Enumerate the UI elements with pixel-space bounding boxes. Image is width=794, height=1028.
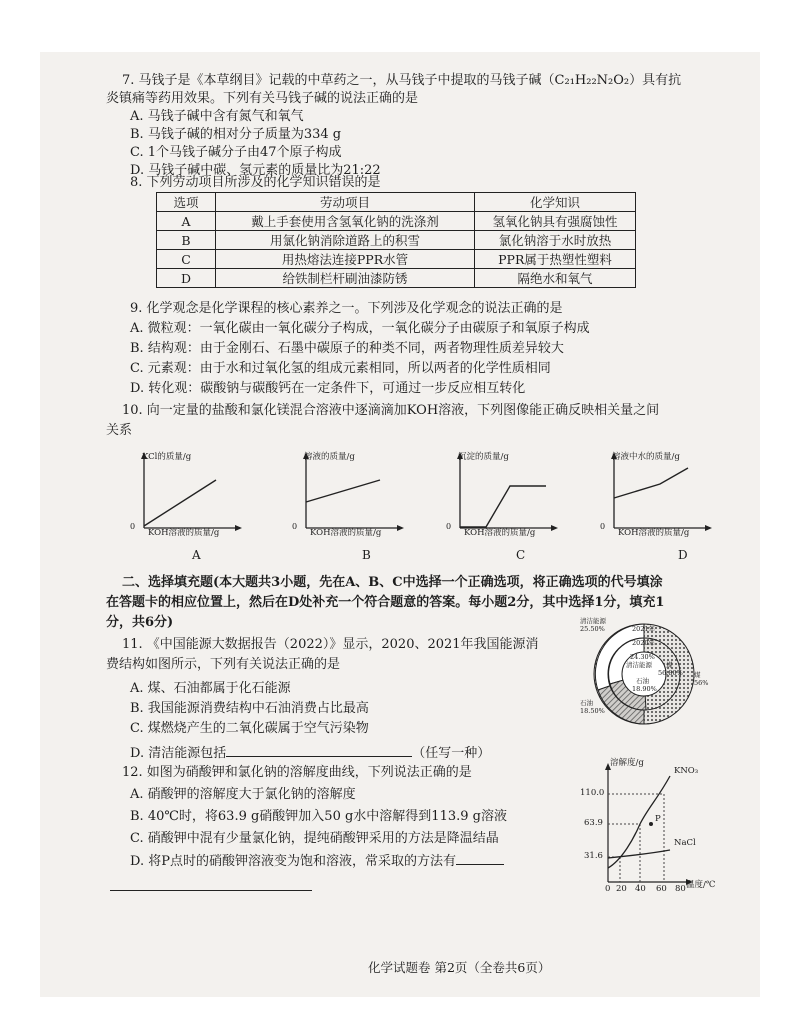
- q10-graph-a-origin: 0: [130, 522, 136, 531]
- q9-option-b: B. 结构观：由于金刚石、石墨中碳原子的种类不同，两者物理性质差异较大: [130, 341, 564, 356]
- q8-header-labor: 劳动项目: [216, 193, 475, 212]
- q8-table-header: [157, 193, 636, 212]
- q8-row-b-labor: 用氯化钠消除道路上的积雪: [216, 231, 475, 250]
- q8-row-d-labor: 给铁制栏杆刷油漆防锈: [216, 269, 475, 288]
- q12-option-c: C. 硝酸钾中混有少量氯化钠，提纯硝酸钾采用的方法是降温结晶: [130, 831, 499, 846]
- q11-stem-line2: 费结构如图所示，下列有关说法正确的是: [106, 657, 341, 672]
- ring-label-coal-outer-pct: 56%: [694, 679, 709, 687]
- q8-row-c-option: C: [157, 250, 216, 269]
- q8-row-a-knowledge: 氢氧化钠具有强腐蚀性: [475, 212, 636, 231]
- q12-answer-blank-line2: [110, 890, 312, 891]
- q9-option-c: C. 元素观：由于水和过氧化氢的组成元素相同，所以两者的化学性质相同: [130, 361, 551, 376]
- q10-graph-c-origin: 0: [446, 522, 452, 531]
- q7-option-c: C. 1个马钱子碱分子由47个原子构成: [130, 145, 342, 160]
- ring-label-coal-inner: 煤: [666, 661, 673, 669]
- q8-row-d-knowledge: 隔绝水和氧气: [475, 269, 636, 288]
- q10-graph-c-xlabel: KOH溶液的质量/g: [464, 528, 536, 538]
- q11-option-d: [130, 744, 490, 763]
- page-footer: 化学试题卷 第2页（全卷共6页）: [368, 960, 551, 975]
- q8-row-b-option: B: [157, 231, 216, 250]
- q7-stem-line1: 7. 马钱子是《本草纲目》记载的中草药之一，从马钱子中提取的马钱子碱（C₂₁H₂₂N₂O₂）具有抗: [122, 73, 682, 88]
- q12-option-a: A. 硝酸钾的溶解度大于氯化钠的溶解度: [130, 787, 356, 802]
- ring-label-2021: 2021年: [632, 625, 656, 633]
- q8-row-a-labor: 戴上手套使用含氢氧化钠的洗涤剂: [216, 212, 475, 231]
- q10-graph-b-letter: B: [362, 548, 371, 562]
- q11-option-d-prefix: D. 清洁能源包括: [130, 746, 227, 761]
- q10-graph-a-line: [144, 480, 216, 526]
- q11-answer-blank: [226, 744, 412, 757]
- q8-row-a-option: A: [157, 212, 216, 231]
- q11-option-b: B. 我国能源消费结构中石油消费占比最高: [130, 701, 369, 716]
- sol-xtick-80: 80: [675, 884, 686, 894]
- q10-graph-d-letter: D: [678, 548, 688, 562]
- ring-label-oil-outer: 石油: [580, 699, 593, 707]
- sol-ylabel: 溶解度/g: [610, 758, 644, 768]
- ring-label-2020: 2020年: [632, 639, 656, 647]
- q8-row-d-option: D: [157, 269, 216, 288]
- ring-label-coal-inner-pct: 56.80%: [658, 669, 683, 677]
- q10-graph-c-letter: C: [516, 548, 526, 562]
- q10-graph-d-origin: 0: [600, 522, 606, 531]
- ring-label-oil-outer-pct: 18.50%: [580, 707, 605, 715]
- q8-row-b-knowledge: 氯化钠溶于水时放热: [475, 231, 636, 250]
- solubility-chart: [578, 758, 716, 898]
- point-p-marker: [649, 822, 653, 826]
- q10-graph-b-origin: 0: [292, 522, 298, 531]
- q10-graph-c: [444, 450, 594, 572]
- q8-header-option: 选项: [157, 193, 216, 212]
- q11-stem-line1: 11. 《中国能源大数据报告（2022）》显示，2020、2021年我国能源消: [122, 637, 539, 652]
- q10-graph-a: [128, 450, 278, 572]
- q10-graph-b-ylabel: 溶液的质量/g: [304, 452, 355, 462]
- q11-option-a: A. 煤、石油都属于化石能源: [130, 681, 291, 696]
- sol-xlabel: 温度/℃: [686, 880, 716, 890]
- table-row: [157, 250, 636, 269]
- sol-nacl-label: NaCl: [674, 838, 696, 848]
- ring-label-clean-outer-pct: 25.50%: [580, 625, 605, 633]
- energy-ring-chart: [580, 617, 709, 728]
- q9-option-d: D. 转化观：碳酸钠与碳酸钙在一定条件下，可通过一步反应相互转化: [130, 381, 526, 396]
- q8-row-c-labor: 用热熔法连接PPR水管: [216, 250, 475, 269]
- table-row: [157, 231, 636, 250]
- ring-label-inner-top-pct: 24.30%: [630, 653, 655, 661]
- solubility-plot: [578, 758, 708, 898]
- sol-ytick-63-9: 63.9: [584, 818, 603, 828]
- q11-option-c: C. 煤燃烧产生的二氧化碳属于空气污染物: [130, 721, 369, 736]
- ring-label-clean-outer: 清洁能源: [580, 617, 606, 625]
- q7-option-b: B. 马钱子碱的相对分子质量为334 g: [130, 127, 342, 142]
- q10-graph-d-ylabel: 溶液中水的质量/g: [612, 452, 680, 462]
- q10-stem-line1: 10. 向一定量的盐酸和氯化镁混合溶液中逐滴滴加KOH溶液，下列图像能正确反映相关量之间: [122, 403, 660, 418]
- q10-graph-b: [290, 450, 440, 572]
- sol-ytick-110: 110.0: [580, 788, 605, 798]
- q12-option-d: [130, 852, 504, 871]
- q7-stem-line2: 炎镇痛等药用效果。下列有关马钱子碱的说法正确的是: [106, 91, 419, 106]
- table-row: [157, 212, 636, 231]
- q10-graph-b-line: [306, 480, 380, 502]
- ring-label-oil-inner-pct: 18.90%: [632, 685, 657, 693]
- q12-stem: 12. 如图为硝酸钾和氯化钠的溶解度曲线，下列说法正确的是: [122, 765, 472, 780]
- sol-xtick-0: 0: [605, 884, 611, 894]
- q10-graph-c-ylabel: 沉淀的质量/g: [458, 452, 509, 462]
- q10-graph-d-line: [614, 468, 688, 498]
- q12-option-b: B. 40℃时，将63.9 g硝酸钾加入50 g水中溶解得到113.9 g溶液: [130, 809, 507, 824]
- sol-xtick-40: 40: [635, 884, 646, 894]
- sol-ytick-31-6: 31.6: [584, 851, 603, 861]
- q10-graph-d-xlabel: KOH溶液的质量/g: [618, 528, 690, 538]
- q7-option-a: A. 马钱子碱中含有氮气和氧气: [130, 109, 304, 124]
- q10-stem-line2: 关系: [106, 423, 133, 438]
- q8-stem: 8. 下列劳动项目所涉及的化学知识错误的是: [130, 175, 381, 190]
- q11-option-d-suffix: （任写一种）: [412, 746, 491, 761]
- q7-option-d: D. 马钱子碱中碳、氢元素的质量比为21:22: [130, 163, 381, 178]
- q10-graph-d: [598, 450, 748, 572]
- q10-graph-a-letter: A: [192, 548, 201, 562]
- ring-label-oil-inner: 石油: [636, 677, 649, 685]
- section2-line1: 二、选择填充题(本大题共3小题，先在A、B、C中选择一个正确选项，将正确选项的代号填涂: [122, 575, 663, 590]
- q12-answer-blank: [456, 852, 504, 865]
- q10-graph-d-plot: [598, 450, 748, 572]
- q8-header-knowledge: 化学知识: [475, 193, 636, 212]
- q8-table: [156, 192, 636, 288]
- ring-label-clean-inner: 清洁能源: [626, 661, 652, 669]
- ring-label-coal-outer: 煤: [694, 671, 701, 679]
- q10-graph-b-xlabel: KOH溶液的质量/g: [310, 528, 382, 538]
- table-row: [157, 269, 636, 288]
- q8-row-c-knowledge: PPR属于热塑性塑料: [475, 250, 636, 269]
- q10-graph-a-plot: [128, 450, 278, 572]
- section2-line3: 分，共6分): [106, 615, 174, 630]
- nacl-curve: [608, 850, 670, 858]
- q10-graph-a-xlabel: KOH溶液的质量/g: [148, 528, 220, 538]
- q10-graph-a-ylabel: KCl的质量/g: [142, 452, 192, 462]
- q9-option-a: A. 微粒观：一氧化碳由一氧化碳分子构成，一氧化碳分子由碳原子和氧原子构成: [130, 321, 590, 336]
- q9-stem: 9. 化学观念是化学课程的核心素养之一。下列涉及化学观念的说法正确的是: [130, 301, 563, 316]
- section2-line2: 在答题卡的相应位置上，然后在D处补充一个符合题意的答案。每小题2分，其中选择1分，填充1: [106, 595, 665, 610]
- sol-xtick-60: 60: [656, 884, 667, 894]
- q10-graph-c-line: [460, 486, 546, 527]
- sol-xtick-20: 20: [616, 884, 627, 894]
- sol-kno3-label: KNO₃: [674, 766, 699, 776]
- sol-point-p: P: [655, 814, 661, 824]
- q12-option-d-text: D. 将P点时的硝酸钾溶液变为饱和溶液，常采取的方法有: [130, 854, 456, 869]
